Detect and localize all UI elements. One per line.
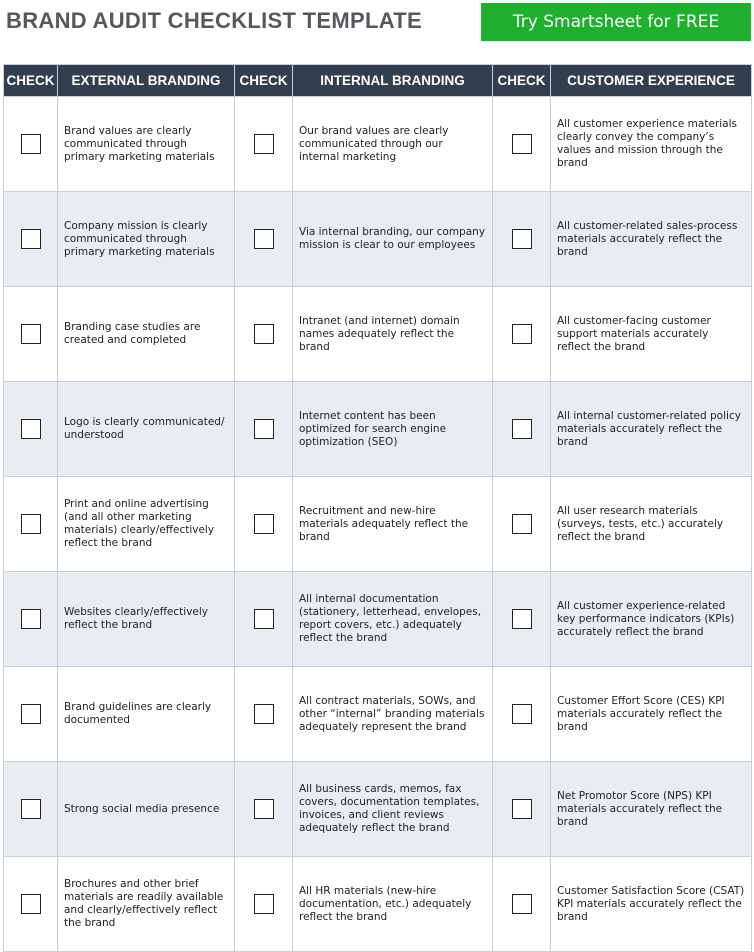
page-title: BRAND AUDIT CHECKLIST TEMPLATE — [6, 8, 422, 33]
internal-checkbox[interactable] — [254, 324, 274, 344]
external-item: Websites clearly/effectively reflect the brand — [58, 572, 235, 667]
column-header-internal-branding: INTERNAL BRANDING — [293, 65, 493, 97]
check-cell — [493, 857, 551, 952]
customer-checkbox[interactable] — [512, 704, 532, 724]
customer-checkbox[interactable] — [512, 134, 532, 154]
customer-checkbox[interactable] — [512, 419, 532, 439]
internal-item: All contract materials, SOWs, and other “internal” branding materials adequately represent the brand — [293, 667, 493, 762]
internal-item: Intranet (and internet) domain names adequately reflect the brand — [293, 287, 493, 382]
check-cell — [4, 382, 58, 477]
check-cell — [493, 667, 551, 762]
check-cell — [235, 762, 293, 857]
column-header-customer-experience: CUSTOMER EXPERIENCE — [551, 65, 752, 97]
customer-item: All user research materials (surveys, tests, etc.) accurately reflect the brand — [551, 477, 752, 572]
check-cell — [4, 477, 58, 572]
table-header-row — [4, 65, 752, 97]
customer-checkbox[interactable] — [512, 324, 532, 344]
check-cell — [4, 192, 58, 287]
internal-checkbox[interactable] — [254, 894, 274, 914]
customer-item: All internal customer-related policy materials accurately reflect the brand — [551, 382, 752, 477]
check-cell — [235, 382, 293, 477]
internal-item: Recruitment and new-hire materials adequately reflect the brand — [293, 477, 493, 572]
check-cell — [235, 572, 293, 667]
check-cell — [493, 382, 551, 477]
check-cell — [4, 857, 58, 952]
check-cell — [493, 477, 551, 572]
internal-checkbox[interactable] — [254, 229, 274, 249]
column-header-check: CHECK — [4, 65, 58, 97]
internal-item: All internal documentation (stationery, letterhead, envelopes, report covers, etc.) adequately reflect the brand — [293, 572, 493, 667]
check-cell — [235, 857, 293, 952]
check-cell — [235, 477, 293, 572]
check-cell — [235, 287, 293, 382]
internal-checkbox[interactable] — [254, 609, 274, 629]
table-row — [4, 287, 752, 382]
check-cell — [4, 287, 58, 382]
customer-checkbox[interactable] — [512, 609, 532, 629]
check-cell — [4, 762, 58, 857]
customer-item: All customer-related sales-process materials accurately reflect the brand — [551, 192, 752, 287]
check-cell — [235, 667, 293, 762]
check-cell — [493, 572, 551, 667]
external-item: Strong social media presence — [58, 762, 235, 857]
customer-item: All customer experience-related key performance indicators (KPIs) accurately reflect the brand — [551, 572, 752, 667]
external-checkbox[interactable] — [21, 799, 41, 819]
internal-checkbox[interactable] — [254, 419, 274, 439]
check-cell — [235, 97, 293, 192]
table-row — [4, 762, 752, 857]
external-item: Brochures and other brief materials are readily available and clearly/effectively reflect the brand — [58, 857, 235, 952]
internal-item: All business cards, memos, fax covers, documentation templates, invoices, and client reviews adequately reflect the brand — [293, 762, 493, 857]
external-item: Brand values are clearly communicated through primary marketing materials — [58, 97, 235, 192]
check-cell — [493, 97, 551, 192]
check-cell — [493, 762, 551, 857]
external-item: Branding case studies are created and completed — [58, 287, 235, 382]
customer-item: Customer Satisfaction Score (CSAT) KPI materials accurately reflect the brand — [551, 857, 752, 952]
table-row — [4, 192, 752, 287]
internal-item: Internet content has been optimized for search engine optimization (SEO) — [293, 382, 493, 477]
table-row — [4, 857, 752, 952]
external-item: Print and online advertising (and all other marketing materials) clearly/effectively reflect the brand — [58, 477, 235, 572]
table-row — [4, 382, 752, 477]
check-cell — [4, 667, 58, 762]
external-item: Company mission is clearly communicated through primary marketing materials — [58, 192, 235, 287]
check-cell — [4, 97, 58, 192]
external-checkbox[interactable] — [21, 609, 41, 629]
internal-checkbox[interactable] — [254, 799, 274, 819]
external-checkbox[interactable] — [21, 419, 41, 439]
external-item: Brand guidelines are clearly documented — [58, 667, 235, 762]
external-checkbox[interactable] — [21, 324, 41, 344]
internal-item: Our brand values are clearly communicated through our internal marketing — [293, 97, 493, 192]
table-row — [4, 572, 752, 667]
brand-audit-table — [3, 64, 752, 952]
external-item: Logo is clearly communicated/ understood — [58, 382, 235, 477]
customer-checkbox[interactable] — [512, 799, 532, 819]
external-checkbox[interactable] — [21, 514, 41, 534]
customer-checkbox[interactable] — [512, 229, 532, 249]
customer-item: Customer Effort Score (CES) KPI materials accurately reflect the brand — [551, 667, 752, 762]
column-header-check: CHECK — [235, 65, 293, 97]
table-row — [4, 667, 752, 762]
table-row — [4, 477, 752, 572]
check-cell — [493, 287, 551, 382]
customer-item: All customer-facing customer support materials accurately reflect the brand — [551, 287, 752, 382]
table-row — [4, 97, 752, 192]
internal-checkbox[interactable] — [254, 134, 274, 154]
external-checkbox[interactable] — [21, 134, 41, 154]
try-smartsheet-button[interactable]: Try Smartsheet for FREE — [481, 3, 751, 41]
internal-item: All HR materials (new-hire documentation, etc.) adequately reflect the brand — [293, 857, 493, 952]
check-cell — [4, 572, 58, 667]
check-cell — [235, 192, 293, 287]
internal-item: Via internal branding, our company mission is clear to our employees — [293, 192, 493, 287]
external-checkbox[interactable] — [21, 229, 41, 249]
external-checkbox[interactable] — [21, 894, 41, 914]
customer-item: Net Promotor Score (NPS) KPI materials accurately reflect the brand — [551, 762, 752, 857]
customer-checkbox[interactable] — [512, 894, 532, 914]
check-cell — [493, 192, 551, 287]
external-checkbox[interactable] — [21, 704, 41, 724]
internal-checkbox[interactable] — [254, 514, 274, 534]
internal-checkbox[interactable] — [254, 704, 274, 724]
column-header-check: CHECK — [493, 65, 551, 97]
column-header-external-branding: EXTERNAL BRANDING — [58, 65, 235, 97]
customer-item: All customer experience materials clearly convey the company’s values and mission through the brand — [551, 97, 752, 192]
customer-checkbox[interactable] — [512, 514, 532, 534]
